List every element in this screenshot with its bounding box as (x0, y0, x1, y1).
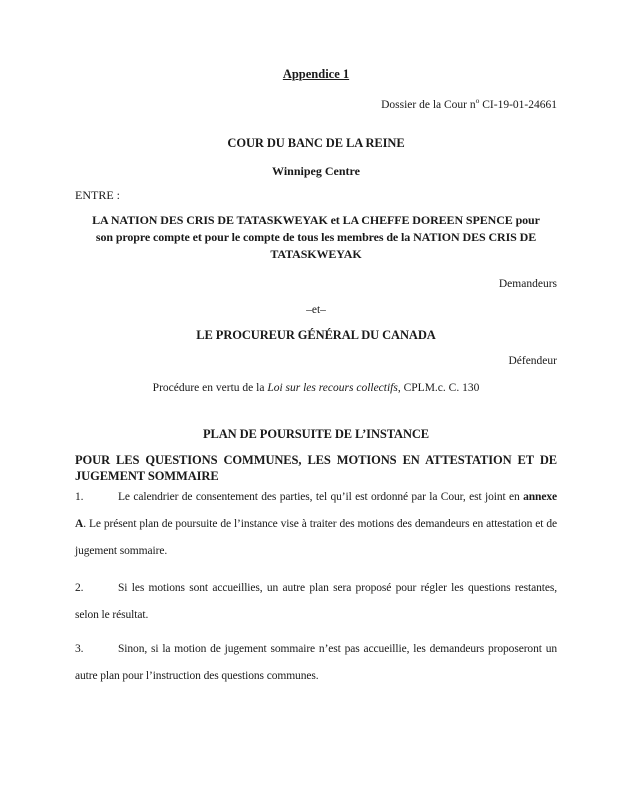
paragraph-3-text: Sinon, si la motion de jugement sommaire n’est pas accueillie, les demandeurs proposeront un autre plan pour l’instruction des questions communes. (75, 643, 557, 682)
court-centre: Winnipeg Centre (272, 164, 360, 178)
paragraph-1 (75, 484, 557, 565)
subtitle-line-1: POUR LES QUESTIONS COMMUNES, LES MOTIONS EN ATTESTATION ET DE (75, 453, 557, 467)
document-title: PLAN DE POURSUITE DE L’INSTANCE (202, 427, 430, 441)
paragraph-1-number: 1. (75, 491, 84, 503)
statute-reference-prefix: Procédure en vertu de la (152, 382, 268, 394)
court-file-number (75, 97, 557, 113)
court-file-number-prefix: Dossier de la Cour n (381, 99, 476, 111)
paragraph-2 (75, 575, 557, 629)
paragraph-3-number: 3. (75, 643, 84, 655)
plaintiffs-block (75, 212, 557, 263)
between-label: ENTRE : (75, 188, 120, 202)
paragraph-1-text-end: . Le présent plan de poursuite de l’instance vise à traiter des motions des demandeurs en attestation et de jugement sommaire. (75, 518, 557, 557)
appendix-heading (75, 66, 557, 82)
statute-title: Loi sur les recours collectifs (267, 382, 398, 394)
parties-separator: –et– (306, 304, 326, 316)
statute-reference (75, 380, 557, 396)
subtitle-line-2: JUGEMENT SOMMAIRE (75, 469, 219, 483)
paragraph-1-text-start: Le calendrier de consentement des parties, tel qu’il est ordonné par la Cour, est joint en (118, 491, 524, 503)
court-name: COUR DU BANC DE LA REINE (227, 136, 405, 150)
document-subtitle (75, 452, 557, 484)
plaintiff-line-3: TATASKWEYAK (270, 247, 362, 261)
statute-citation: , CPLM.c. C. 130 (397, 382, 480, 394)
plaintiff-line-2: son propre compte et pour le compte de tous les membres de la NATION DES CRIS DE (95, 230, 537, 244)
paragraph-3 (75, 636, 557, 690)
paragraph-2-text: Si les motions sont accueillies, un autre plan sera proposé pour régler les questions restantes, selon le résultat. (75, 582, 557, 621)
paragraph-2-number: 2. (75, 582, 84, 594)
defendant-role-label: Défendeur (508, 355, 557, 367)
appendix-heading-text: Appendice 1 (282, 67, 350, 81)
plaintiffs-role-label: Demandeurs (498, 278, 557, 290)
defendant-name: LE PROCUREUR GÉNÉRAL DU CANADA (196, 328, 436, 342)
plaintiff-line-1: LA NATION DES CRIS DE TATASKWEYAK et LA CHEFFE DOREEN SPENCE pour (92, 213, 540, 227)
court-file-number-ordinal: o (475, 96, 480, 106)
paragraph-1-annex-reference: annexe A (75, 491, 557, 530)
court-file-number-value: CI-19-01-24661 (479, 99, 557, 111)
